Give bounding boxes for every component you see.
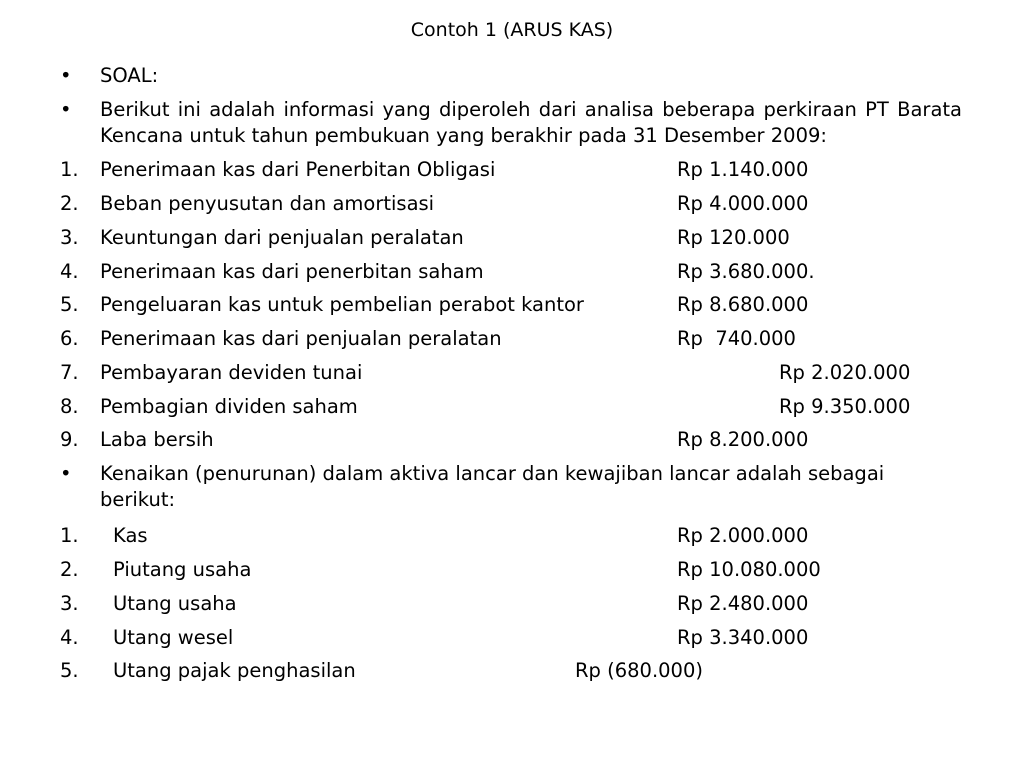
change-item (0, 523, 1024, 549)
change-item (0, 557, 1024, 583)
item-number: 9. (60, 428, 79, 451)
bullet-marker: • (60, 64, 72, 87)
list-item (0, 225, 1024, 251)
item-text: Pembagian dividen saham (100, 395, 358, 418)
item-amount: Rp 4.000.000 (677, 192, 809, 215)
item-amount: Rp 2.020.000 (779, 361, 911, 384)
item-number: 1. (60, 158, 79, 181)
soal-label: SOAL: (100, 64, 159, 87)
item-text: Piutang usaha (113, 558, 252, 581)
item-amount: Rp 3.340.000 (677, 626, 809, 649)
item-number: 6. (60, 327, 79, 350)
list-item (0, 157, 1024, 183)
change-item (0, 658, 1024, 684)
item-number: 1. (60, 524, 79, 547)
item-text: Beban penyusutan dan amortisasi (100, 192, 435, 215)
item-number: 7. (60, 361, 79, 384)
list-item (0, 394, 1024, 420)
item-number: 4. (60, 626, 79, 649)
item-amount: Rp 2.000.000 (677, 524, 809, 547)
list-item (0, 360, 1024, 386)
item-number: 5. (60, 659, 79, 682)
item-amount: Rp 10.080.000 (677, 558, 821, 581)
bullet-marker: • (60, 98, 72, 121)
item-amount: Rp 2.480.000 (677, 592, 809, 615)
item-number: 5. (60, 293, 79, 316)
change-item (0, 591, 1024, 617)
list-item (0, 259, 1024, 285)
item-amount: Rp 9.350.000 (779, 395, 911, 418)
item-number: 2. (60, 192, 79, 215)
item-amount: Rp (680.000) (575, 659, 703, 682)
item-amount: Rp 8.680.000 (677, 293, 809, 316)
changes-intro-paragraph: Kenaikan (penurunan) dalam aktiva lancar dan kewajiban lancar adalah sebagai berikut: (100, 462, 885, 511)
list-item (0, 191, 1024, 217)
intro-paragraph: Berikut ini adalah informasi yang diperoleh dari analisa beberapa perkiraan PT Barata Kencana untuk tahun pembukuan yang berakhir pada 31 Desember 2009: (100, 98, 962, 147)
change-item (0, 625, 1024, 651)
intro-bullet-line (0, 97, 100, 123)
item-text: Penerimaan kas dari penjualan peralatan (100, 327, 502, 350)
item-text: Penerimaan kas dari penerbitan saham (100, 260, 484, 283)
item-number: 3. (60, 592, 79, 615)
item-number: 4. (60, 260, 79, 283)
item-number: 8. (60, 395, 79, 418)
item-amount: Rp 120.000 (677, 226, 790, 249)
item-text: Kas (113, 524, 148, 547)
item-text: Utang usaha (113, 592, 237, 615)
item-amount: Rp 3.680.000. (677, 260, 815, 283)
list-item (0, 292, 1024, 318)
item-text: Laba bersih (100, 428, 214, 451)
item-number: 3. (60, 226, 79, 249)
item-text: Utang wesel (113, 626, 234, 649)
list-item (0, 427, 1024, 453)
changes-bullet-line (0, 461, 100, 487)
item-number: 2. (60, 558, 79, 581)
item-amount: Rp 740.000 (677, 327, 796, 350)
item-amount: Rp 1.140.000 (677, 158, 809, 181)
item-text: Penerimaan kas dari Penerbitan Obligasi (100, 158, 496, 181)
item-text: Pengeluaran kas untuk pembelian perabot kantor (100, 293, 584, 316)
item-text: Utang pajak penghasilan (113, 659, 356, 682)
item-text: Keuntungan dari penjualan peralatan (100, 226, 464, 249)
bullet-marker: • (60, 462, 72, 485)
item-amount: Rp 8.200.000 (677, 428, 809, 451)
list-item (0, 326, 1024, 352)
slide-title: Contoh 1 (ARUS KAS) (410, 19, 614, 41)
soal-line (0, 63, 1024, 89)
item-text: Pembayaran deviden tunai (100, 361, 363, 384)
